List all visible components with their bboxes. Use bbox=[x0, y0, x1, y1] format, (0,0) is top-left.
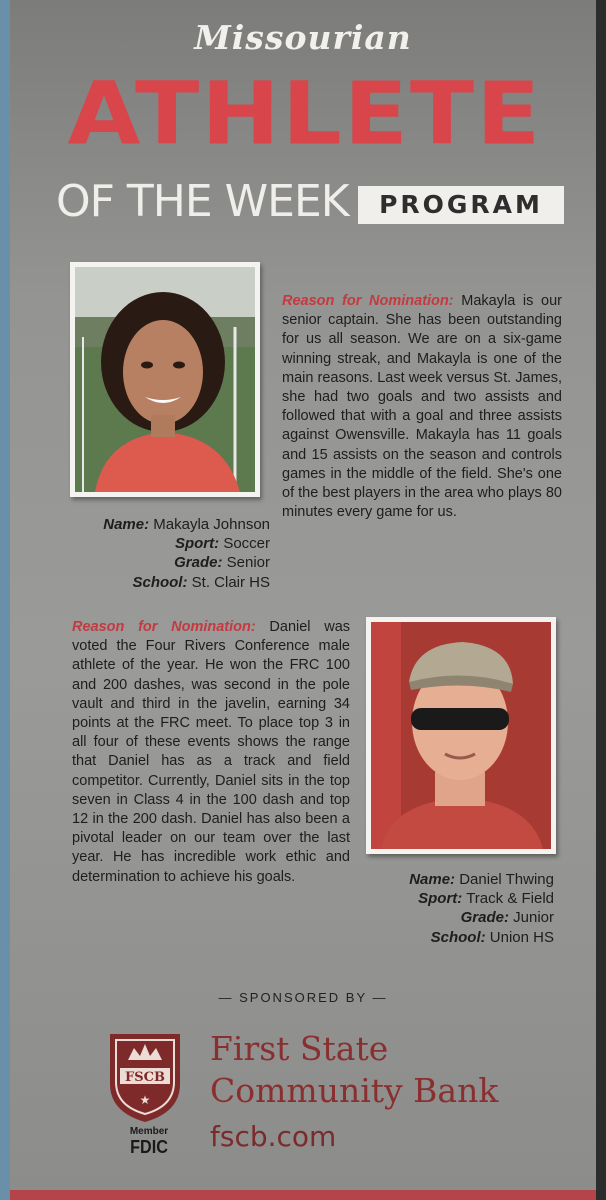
sport-label: Sport: bbox=[174, 535, 220, 553]
logo-text: FSCB bbox=[125, 1070, 165, 1085]
athlete-grade: Junior bbox=[513, 909, 554, 927]
left-page-edge bbox=[0, 0, 10, 1200]
athlete-name: Makayla Johnson bbox=[153, 516, 270, 533]
page-title: ATHLETE bbox=[67, 64, 543, 165]
athlete-info-daniel bbox=[310, 870, 554, 947]
fscb-logo-icon bbox=[104, 1024, 186, 1124]
athlete-grade: Senior bbox=[226, 554, 270, 572]
sport-label: Sport: bbox=[418, 890, 463, 908]
fdic-badge bbox=[114, 1126, 184, 1157]
athlete-school: St. Clair HS bbox=[191, 573, 270, 591]
reason-label: Reason for Nomination: bbox=[282, 293, 454, 309]
bank-name-line2: Community Bank bbox=[210, 1071, 499, 1110]
svg-text:★: ★ bbox=[139, 1093, 151, 1107]
sponsored-by-heading: — SPONSORED BY — bbox=[218, 990, 388, 1005]
grade-label: Grade: bbox=[174, 554, 223, 572]
athlete-name: Daniel Thwing bbox=[459, 871, 554, 888]
bank-name-line1: First State bbox=[210, 1029, 389, 1068]
grade-label: Grade: bbox=[460, 909, 509, 927]
athlete-sport: Soccer bbox=[223, 535, 270, 553]
program-label: PROGRAM bbox=[358, 186, 564, 224]
name-label: Name: bbox=[409, 871, 456, 888]
nomination-text-daniel bbox=[72, 618, 350, 887]
subtitle: OF THE WEEK bbox=[56, 176, 349, 227]
fdic-label: FDIC bbox=[130, 1137, 168, 1157]
reason-body: Makayla is our senior captain. She has been outstanding for us all season. We are on a six-game winning streak, and Makayla is one of the main reasons. Last week versus St. James, she had two goals and two assists and followed that with a goal and three assists against Owensville. Makayla has 11 goals and 15 assists on the season and controls games in the middle of the field. She's one of the best players in the area who plays 80 minutes every game for us. bbox=[282, 293, 563, 521]
member-label: Member bbox=[129, 1126, 169, 1137]
athlete-photo-makayla bbox=[70, 262, 260, 497]
bank-name bbox=[210, 1028, 498, 1158]
name-label: Name: bbox=[103, 516, 150, 533]
athlete-school: Union HS bbox=[489, 928, 554, 946]
newspaper-ad bbox=[10, 0, 596, 1200]
athlete-sport: Track & Field bbox=[466, 890, 554, 908]
athlete-photo-daniel bbox=[366, 617, 556, 854]
nomination-text-makayla bbox=[282, 292, 562, 522]
athlete-info-makayla bbox=[40, 515, 270, 592]
reason-body: Daniel was voted the Four Rivers Conference male athlete of the year. He won the FRC 100 and 200 dashes, was second in the pole vault and third in the javelin, earning 34 points at the FRC meet. To place top 3 in all four of these events shows the range that Daniel has as a track and field competitor. Currently, Daniel sits in the top seven in Class 4 in the 100 dash and top 12 in the 200 dash. Daniel has also been a pivotal leader on our team over the last year. He has incredible work ethic and determination to achieve his goals. bbox=[72, 619, 351, 885]
school-label: School: bbox=[430, 928, 486, 946]
reason-label: Reason for Nomination: bbox=[72, 619, 256, 635]
school-label: School: bbox=[132, 573, 188, 591]
bank-url-link[interactable]: fscb.com bbox=[210, 1120, 337, 1153]
right-page-edge bbox=[596, 0, 606, 1200]
masthead: Missourian bbox=[194, 18, 412, 57]
bottom-accent-bar bbox=[10, 1190, 596, 1200]
